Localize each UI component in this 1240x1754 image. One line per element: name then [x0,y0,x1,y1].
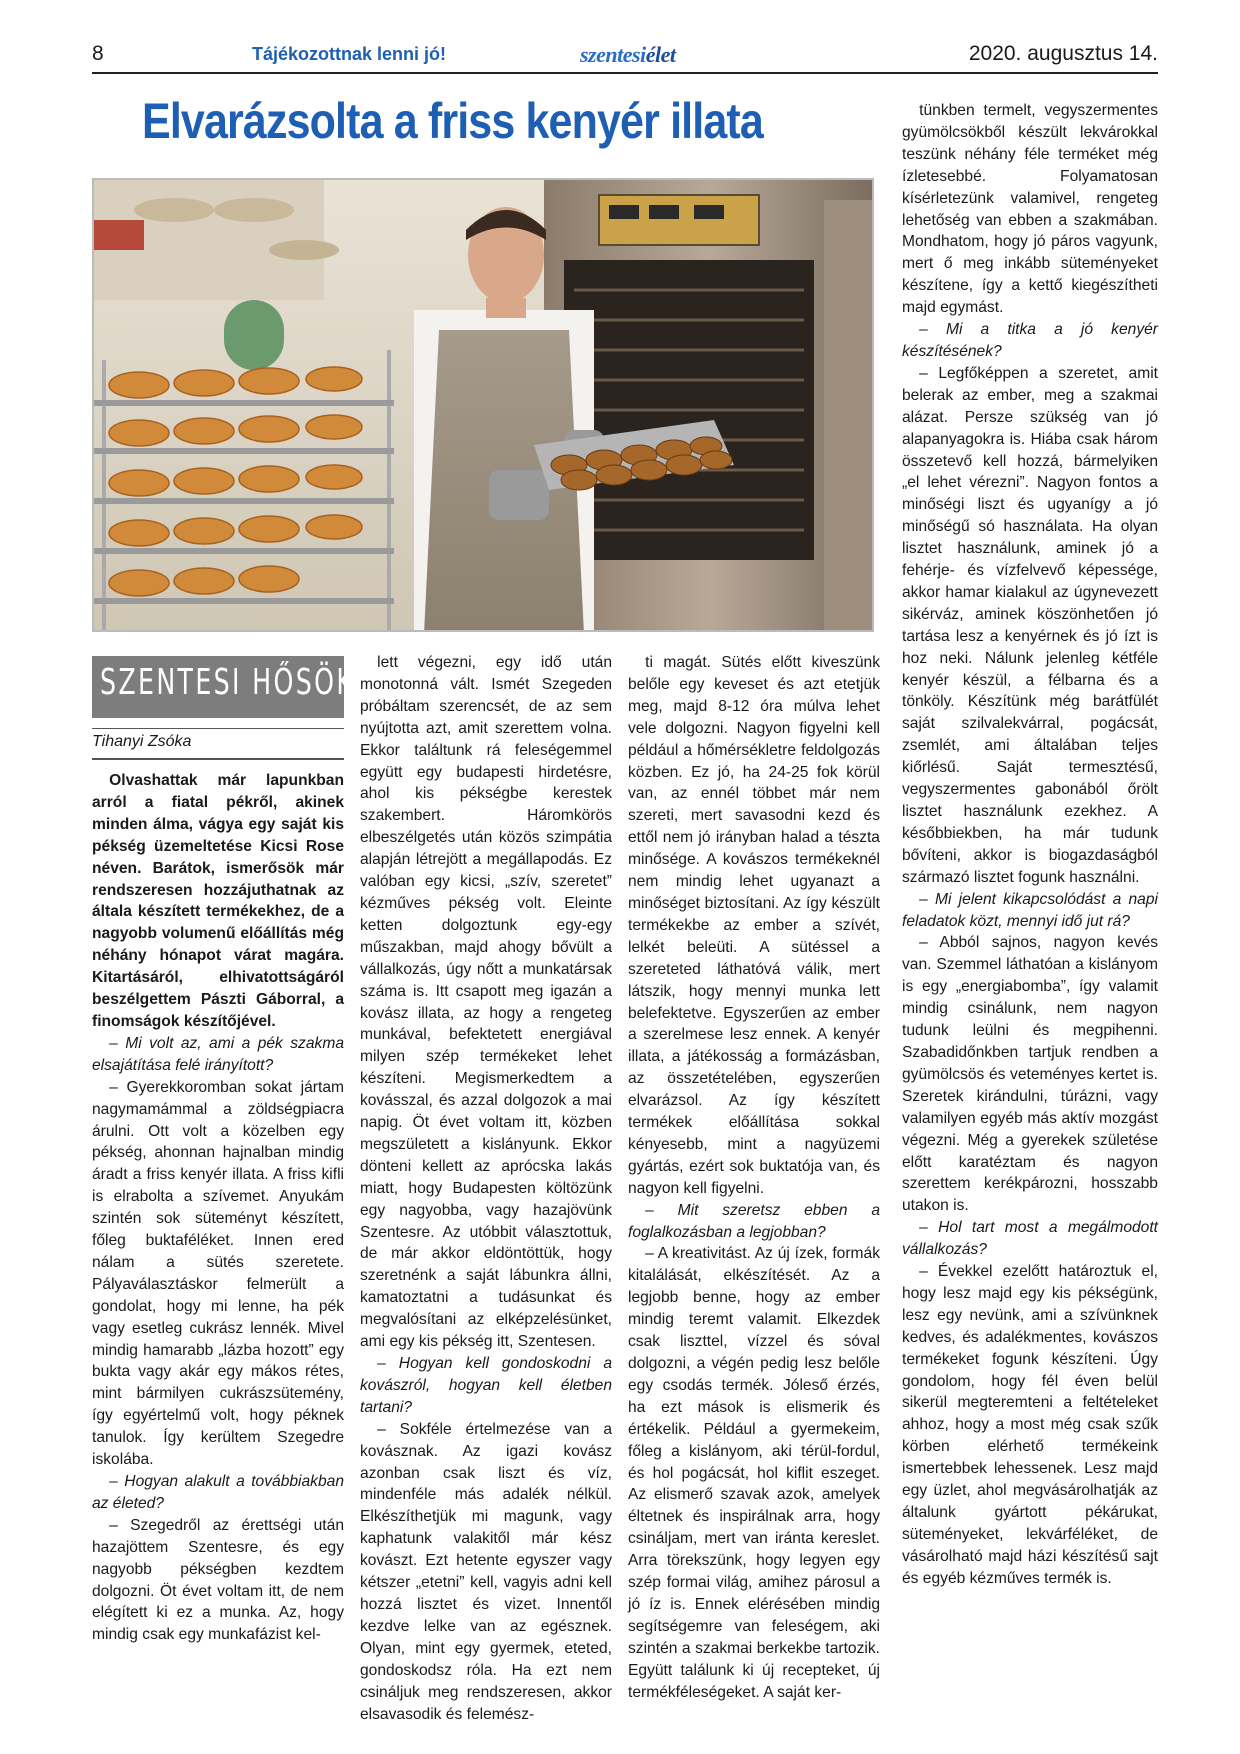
header-tagline: Tájékozottnak lenni jó! [252,44,447,64]
article-paragraph: – Sokféle értelmezése van a kovásznak. Az igazi kovász azonban csak liszt és víz, mindenféle más adalék nélkül. Elkészíthetjük mi magunk, vagy kaphatunk valakitől már kész kovászt. Ezt hetente egyszer vagy kétszer „etetni” kell, vagyis adni kell hozzá lisztet és vizet. Innentől kezdve lelke van az egésznek. Olyan, mint egy gyermek, eteted, gondoskodsz róla. Ha ezt nem csináljuk meg rendszeresen, akkor elsavasodik és felemész- [360,1420,612,1723]
article-paragraph: – Abból sajnos, nagyon kevés van. Szemmel láthatóan a kislányom is egy „energiabomba”, így valamit mindig csinálunk, nem nagyon tudunk leülni és megpihenni. Szabadidőnkben tartjuk rendben a gyümölcsös és veteményes kertet is. Szeretek kirándulni, túrázni, vagy valamilyen egyéb más aktív mozgást végezni. Még a gyerekek születése előtt karatéztam és nagyon szerettem kerékpározni, hosszabb utakon is. [902,934,1158,1215]
article-paragraph: – Szegedről az érettségi után hazajöttem Szentesre, és egy nagyobb pékségben kezdtem dolgozni. Öt évet voltam itt, de nem elégített ki ez a munka. Az, hogy mindig csak egy munkafázist kel- [92,1516,344,1644]
newspaper-logo [580,42,675,68]
header-rule [92,72,1158,74]
article-paragraph: – Legfőképpen a szeretet, amit belerak az ember, meg a szakmai alázat. Persze szükség van jó alapanyagokra is. Hiába csak három összetevő kell hozzá, bármelyiken „el lehet vérezni”. Nagyon fontos a minőségi liszt és ugyanígy a jó minőségű só használata. Ha olyan lisztet használunk, aminek jó a fehérje- és vízfelvevő képessége, akkor hamar kialakul az úgynevezett sikérváz, aminek köszönhetően jó tartása lesz a kenyérnek és jó ízt is hoz neki. Nálunk jelenleg kétféle kenyér készül, a félbarna és a tönköly. Készítünk még barátfülét saját szilvalekvárral, pogácsát, zsemlét, ami általában teljes kiőrlésű. Saját termesztésű, vegyszermentes gabonából őrölt lisztet használunk ezekhez. A későbbiekben, ha már tudunk bővíteni, akkor is biogazdaságból származó lisztet fogunk használni. [902,364,1158,886]
interview-question: – Mi volt az, ami a pék szakma elsajátítása felé irányított? [92,1034,344,1074]
section-banner-text: SZENTESI HŐSÖK [100,662,356,703]
section-banner [92,656,356,718]
article-column-4 [902,100,1158,1590]
article-title: Elvarázsolta a friss kenyér illata [142,93,763,149]
article-column-2 [360,652,612,1725]
article-column-1 [92,770,344,1646]
logo-part-a: szentesi [580,42,646,67]
interview-question: – Mi a titka a jó kenyér készítésének? [902,321,1158,360]
article-paragraph: – Gyerekkoromban sokat jártam nagymamámmal a zöldségpiacra árulni. Ott volt a közelben egy pékség, ahonnan hajnalban mindig áradt a friss kenyér illata. A friss kifli is elrabolta a szívemet. Anyukám szintén sok süteményt készített, főleg buktaféléket. Innen ered nálam a sütés szeretete. Pályaválasztáskor felmerült a gondolat, hogy mi lenne, ha pék vagy esetleg cukrász lennék. Mivel mindig hamarabb „lázba hozott” egy bukta vagy akár egy mákos rétes, mint bármilyen cukrászsütemény, így egyértelmű volt, hogy péknek tanulok. Így kerültem Szegedre iskolába. [92,1078,344,1469]
article-paragraph: – Évekkel ezelőtt határoztuk el, hogy lesz majd egy kis pékségünk, lesz egy nevünk, ami a szívünknek kedves, és adalékmentes, kovászos termékeket fogunk készíteni. Úgy gondolom, hogy fél éven belül sikerül megteremteni a feltételeket ahhoz, hogy a most még csak szűk körben elérhető termékeink ismertebbek lehessenek. Lesz majd egy üzlet, ahol megvásárolhatják az általunk gyártott pékárukat, süteményeket, lekvárféléket, de vásárolható majd házi készítésű sajt és egyéb kézműves termék is. [902,1263,1158,1587]
interview-question: – Hol tart most a megálmodott vállalkozás? [902,1219,1158,1259]
byline-rule [92,758,344,760]
interview-question: – Hogyan kell gondoskodni a kovászról, hogyan kell életben tartani? [360,1355,612,1416]
baker-photo-illustration [94,180,874,632]
article-paragraph: tünkben termelt, vegyszermentes gyümölcsökből készült lekvárokkal teszünk néhány féle terméket még ízletesebbé. Folyamatosan kísérletezünk valamivel, rengeteg lehetőség van ebben a szakmában. Mondhatom, hogy jó páros vagyunk, mert ő meg inkább süteményeket készítene, így a kettő kiegészítheti majd egymást. [902,102,1158,317]
article-paragraph: – A kreativitást. Az új ízek, formák kitalálását, elkészítését. Az a legjobb benne, hogy az ember mindig teremt valamit. Elkezdek csak liszttel, vízzel és sóval dolgozni, a végén pedig lesz belőle egy csodás termék. Jóleső érzés, ha ezt mások is elismerik és értékelik. Például a gyermekeim, főleg a kislányom, aki térül-fordul, és hol pogácsát, hol kiflit eszeget. Az elismerő szavak azok, amelyek éltetnek és inspirálnak arra, hogy csináljam, mert van iránta kereslet. Arra törekszünk, hogy legyen egy szép formai világ, amihez párosul a jó íz is. Ennek elérésében mindig segítségemre van feleségem, aki szintén a szakmai berkekbe tartozik. Együtt találunk ki új recepteket, új termékféleségeket. A saját ker- [628,1245,880,1701]
article-paragraph: lett végezni, egy idő után monotonná vált. Ismét Szegeden próbáltam szerencsét, de az sem nyújtotta azt, amit szerettem volna. Ekkor találtunk rá feleségemmel együtt egy budapesti hirdetésre, ahol kis pékségbe kerestek szakembert. Háromkörös elbeszélgetés után közös szimpátia alapján létrejött a megállapodás. Ez valóban egy kicsi, „szív, szeretet” kézműves pékség volt. Eleinte ketten dolgoztunk egy-egy műszakban, majd ahogy bővült a vállalkozás, úgy nőtt a munkatársak száma is. Itt csapott meg igazán a kovász illata, az hogy a rengeteg munkával, befektetett energiával milyen szép termékeket lehet készíteni. Megismerkedtem a kovásszal, és azzal dolgozok a mai napig. Öt évet voltam itt, közben megszületett a kislányunk. Ekkor dönteni kellett az aprócska lakás miatt, hogy Budapesten költözünk egy nagyobba, vagy hazajövünk Szentesre. Az utóbbit választottuk, de már akkor eldöntöttük, hogy szeretnénk a saját lábunkra állni, kamatoztatni a tudásunkat és megvalósítani az elképzelésünket, ami egy kis pékség itt, Szentesen. [360,654,612,1351]
issue-date: 2020. augusztus 14. [968,42,1158,65]
page-header [92,42,1158,76]
author-byline: Tihanyi Zsóka [92,728,344,751]
interview-question: – Mi jelent kikapcsolódást a napi feladatok közt, mennyi idő jut rá? [902,890,1158,930]
article-lead: Olvashattak már lapunkban arról a fiatal pékről, akinek minden álma, vágya egy saját kis pékség üzemeltetése Kicsi Rose néven. Barátok, ismerősök már rendszeresen hozzájuthatnak az általa készített termékekhez, de a nagyobb volumenű előállítás még néhány hónapot várat magára. Kitartásáról, elhivatottságáról beszélgettem Pászti Gáborral, a finomságok készítőjével. [92,772,344,1030]
article-column-3 [628,652,880,1704]
page-number: 8 [92,42,104,65]
article-paragraph: ti magát. Sütés előtt kiveszünk belőle egy keveset és azt etetjük meg, majd 8-12 óra múlva lehet vele dolgozni. Nagyon figyelni kell például a hőmérsékletre feldolgozás közben. Ez jó, ha 24-25 fok körül van, az ennél többet már nem szereti, mert savasodni kezd és ettől nem jó irányban halad a tészta minősége. A kovászos termékeknél nem mindig lehet ugyanazt a minőséget biztosítani. Az így készült termékekbe az ember a szívét, lelkét beleüti. A sütéssel a szereteted láthatóvá válik, mert látszik, hogy mennyi munka lett belefektetve. Egyszerűen az ember a szerelmese lesz ennek. A kenyér illata, a játékosság a formázásban, az összetételében, egyszerűen elvarázsol. Az így készített termékek előállítása sokkal kényesebb, mint a nagyüzemi gyártás, ezért sok buktatója van, és nagyon kell figyelni. [628,654,880,1197]
baker-photo [92,178,874,632]
interview-question: – Hogyan alakult a továbbiakban az életed? [92,1473,344,1512]
logo-part-b: élet [645,42,676,67]
interview-question: – Mit szeretsz ebben a foglalkozásban a legjobban? [628,1201,880,1241]
